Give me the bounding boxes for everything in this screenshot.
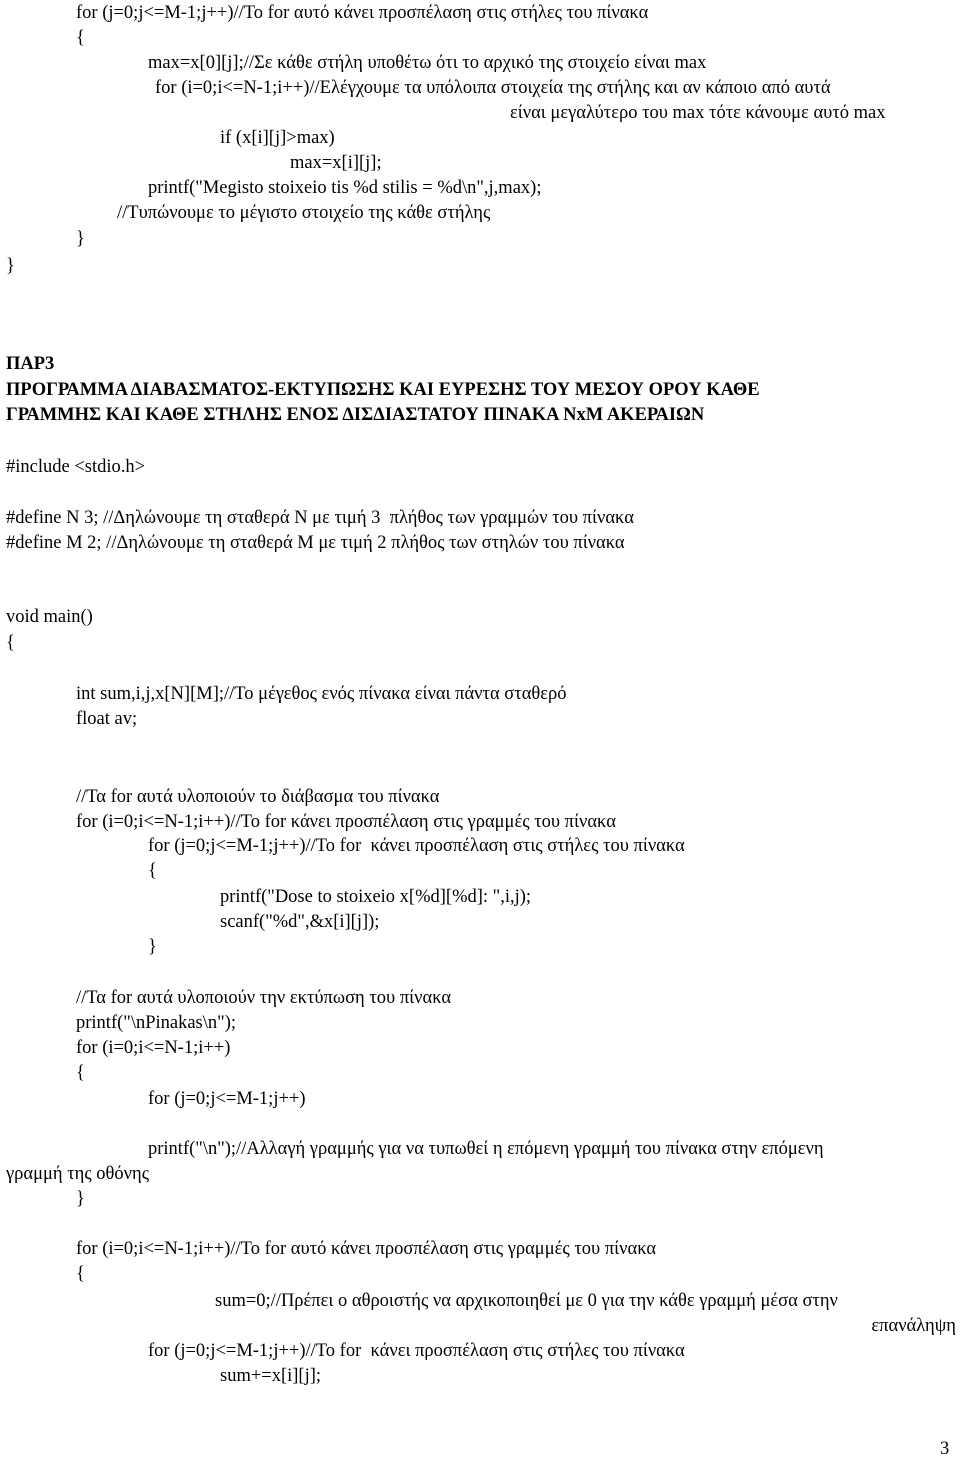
code-line: if (x[i][j]>max)	[220, 128, 335, 148]
code-comment: //Τα for αυτά υλοποιούν το διάβασμα του πίνακα	[76, 787, 440, 807]
code-comment-continuation: γραμμή της οθόνης	[6, 1164, 150, 1184]
code-line: int sum,i,j,x[N][M];//Το μέγεθος ενός πίνακα είναι πάντα σταθερό	[76, 684, 567, 704]
code-line: for (j=0;j<=M-1;j++)//Το for κάνει προσπέλαση στις στήλες του πίνακα	[148, 836, 685, 856]
code-comment-continuation: είναι μεγαλύτερο του max τότε κάνουμε αυτό max	[510, 103, 886, 123]
code-brace: }	[76, 229, 85, 249]
code-line: sum+=x[i][j];	[220, 1366, 322, 1386]
code-line: sum=0;//Πρέπει ο αθροιστής να αρχικοποιηθεί με 0 για την κάθε γραμμή μέσα στην	[215, 1291, 838, 1311]
section-title-line2: ΓΡΑΜΜΗΣ ΚΑΙ ΚΑΘΕ ΣΤΗΛΗΣ ΕΝΟΣ ΔΙΣΔΙΑΣΤΑΤΟΥ ΠΙΝΑΚΑ ΝxΜ ΑΚΕΡΑΙΩΝ	[6, 405, 705, 425]
code-line: void main()	[6, 607, 93, 627]
code-line: #define N 3; //Δηλώνουμε τη σταθερά Ν με τιμή 3 πλήθος των γραμμών του πίνακα	[6, 508, 634, 528]
code-line: for (j=0;j<=M-1;j++)	[148, 1089, 306, 1109]
code-brace: }	[6, 256, 15, 276]
page-number: 3	[940, 1439, 950, 1459]
code-line: printf("Megisto stoixeio tis %d stilis = %d\n",j,max);	[148, 178, 542, 198]
code-line: #include <stdio.h>	[6, 457, 146, 477]
code-comment-continuation: επανάληψη	[871, 1316, 956, 1336]
code-brace: {	[76, 1063, 85, 1083]
code-brace: }	[148, 937, 157, 957]
code-comment: //Τα for αυτά υλοποιούν την εκτύπωση του πίνακα	[76, 988, 452, 1008]
code-line: printf("\nPinakas\n");	[76, 1013, 236, 1033]
code-line: for (j=0;j<=M-1;j++)//Το for αυτό κάνει προσπέλαση στις στήλες του πίνακα	[76, 3, 649, 23]
code-line: printf("Dose to stoixeio x[%d][%d]: ",i,j);	[220, 887, 532, 907]
code-line: for (i=0;i<=N-1;i++)	[76, 1038, 231, 1058]
code-comment: //Τυπώνουμε το μέγιστο στοιχείο της κάθε στήλης	[117, 203, 491, 223]
code-line: printf("\n");//Αλλαγή γραμμής για να τυπωθεί η επόμενη γραμμή του πίνακα στην επόμενη	[148, 1139, 824, 1159]
code-line: for (i=0;i<=N-1;i++)//Το for αυτό κάνει προσπέλαση στις γραμμές του πίνακα	[76, 1239, 657, 1259]
code-line: scanf("%d",&x[i][j]);	[220, 912, 380, 932]
code-brace: {	[76, 28, 85, 48]
code-line: max=x[0][j];//Σε κάθε στήλη υποθέτω ότι το αρχικό της στοιχείο είναι max	[148, 53, 707, 73]
section-label: ΠΑΡ3	[6, 354, 55, 374]
section-title-line1: ΠΡΟΓΡΑΜΜΑ ΔΙΑΒΑΣΜΑΤΟΣ-ΕΚΤΥΠΩΣΗΣ ΚΑΙ ΕΥΡΕΣΗΣ ΤΟΥ ΜΕΣΟΥ ΟΡΟΥ ΚΑΘΕ	[6, 380, 760, 400]
code-brace: {	[6, 633, 15, 653]
code-line: #define M 2; //Δηλώνουμε τη σταθερά Μ με τιμή 2 πλήθος των στηλών του πίνακα	[6, 533, 625, 553]
code-line: float av;	[76, 709, 138, 729]
code-line: for (j=0;j<=M-1;j++)//Το for κάνει προσπέλαση στις στήλες του πίνακα	[148, 1341, 685, 1361]
code-line: max=x[i][j];	[290, 153, 382, 173]
code-brace: }	[76, 1189, 85, 1209]
code-brace: {	[148, 861, 157, 881]
code-line: for (i=0;i<=N-1;i++)//Το for κάνει προσπέλαση στις γραμμές του πίνακα	[76, 812, 616, 832]
code-brace: {	[76, 1264, 85, 1284]
code-line: for (i=0;i<=N-1;i++)//Ελέγχουμε τα υπόλοιπα στοιχεία της στήλης και αν κάποιο από αυτά	[155, 78, 831, 98]
